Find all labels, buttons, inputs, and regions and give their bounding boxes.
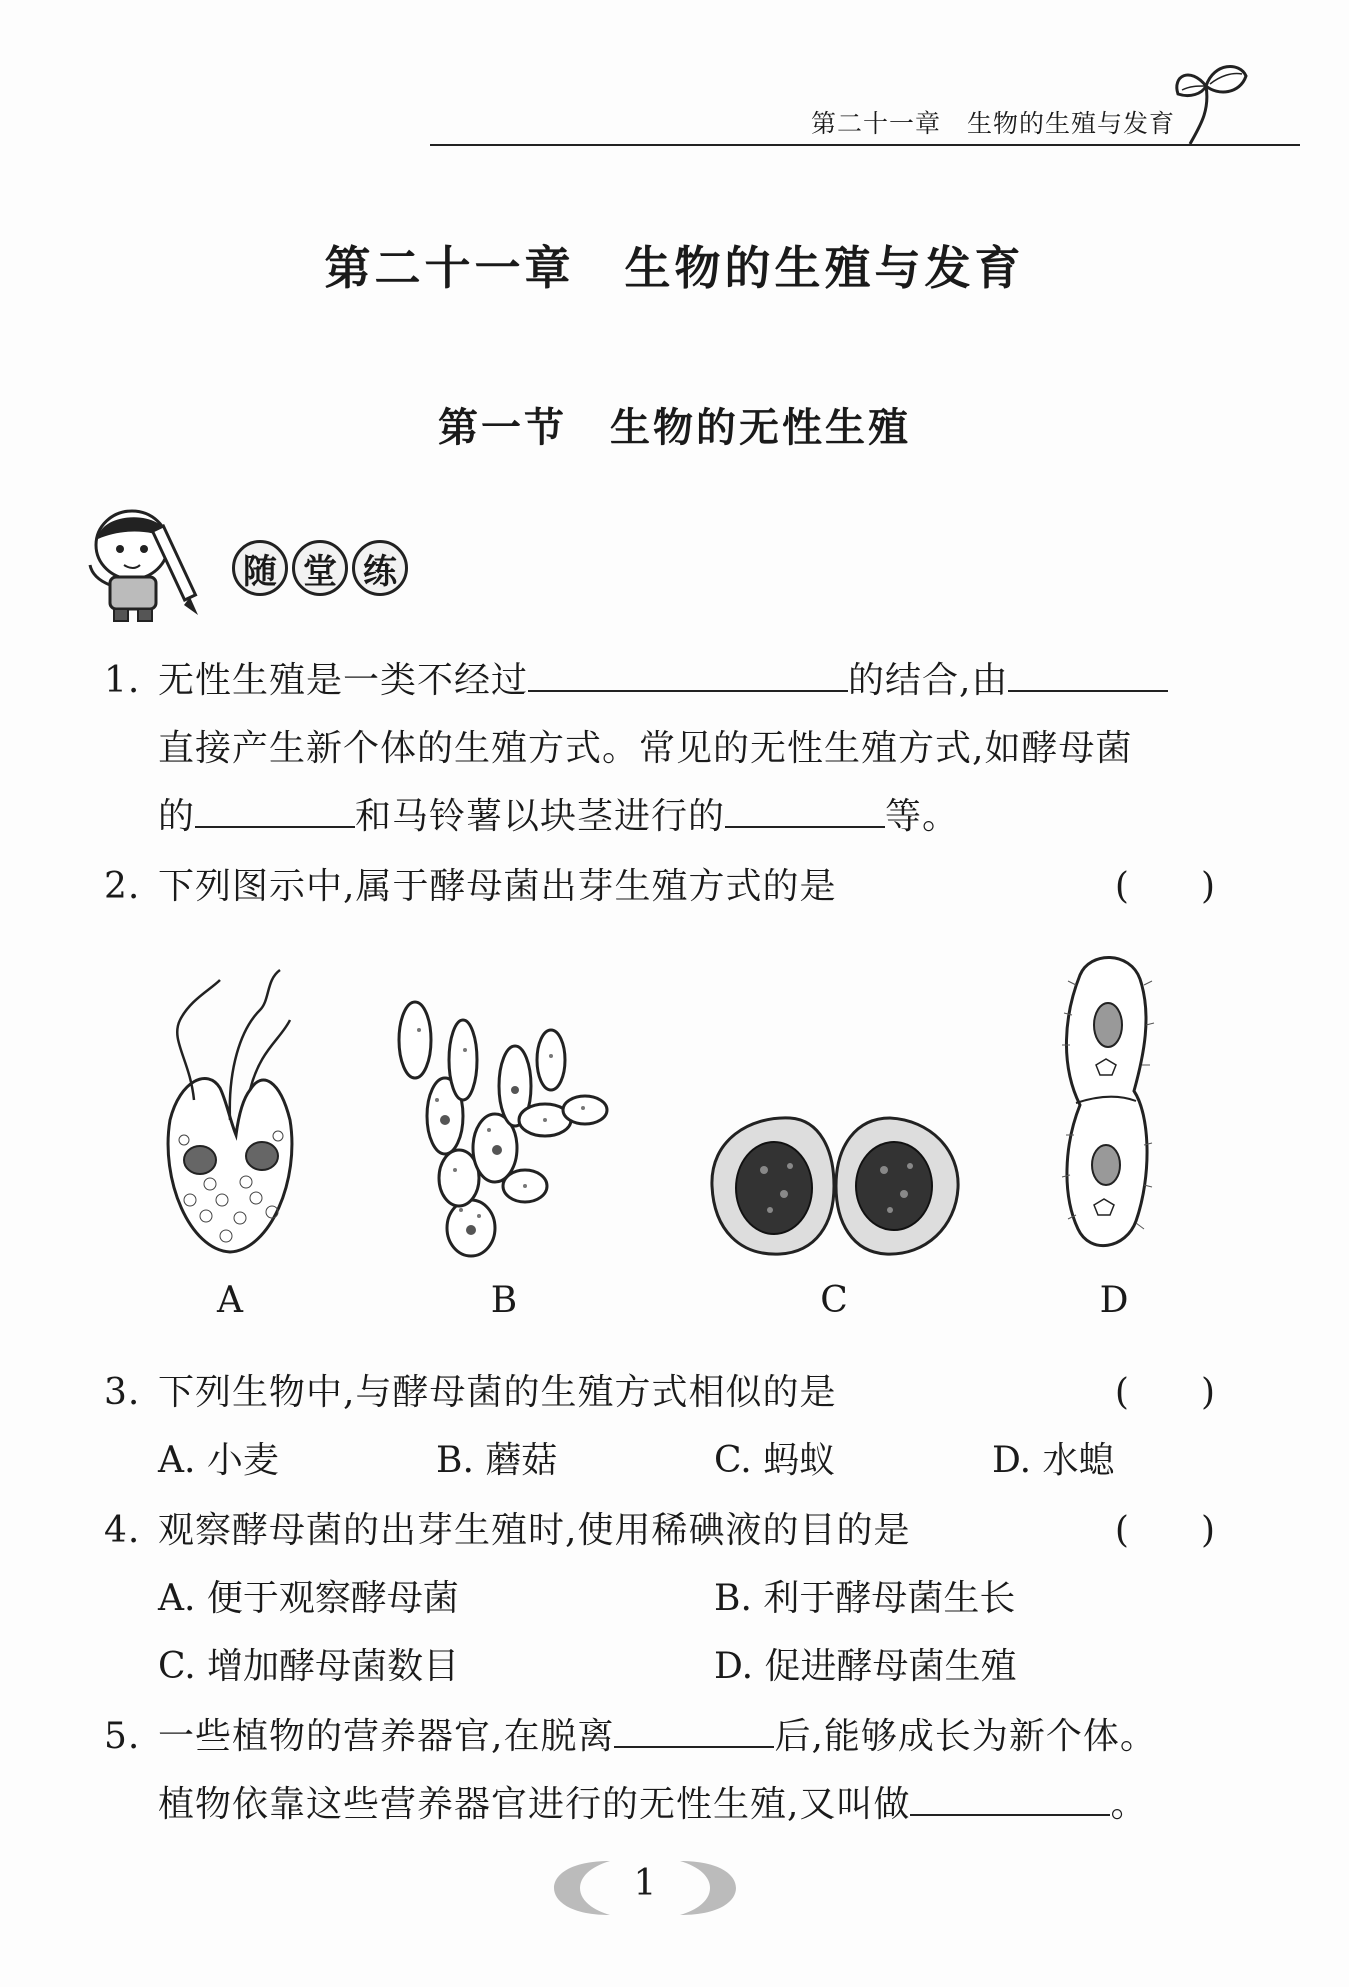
badge-tang: 堂 [292,540,348,596]
q3-answer-paren[interactable]: ( ) [1114,1372,1215,1413]
q5-text-part3: 。 [1110,1784,1148,1825]
figure-d-paramecium [1040,945,1170,1265]
practice-badges [232,540,408,596]
q1-text-part2: 的结合,由 [848,660,1009,701]
q4-option-b[interactable]: B. 利于酵母菌生长 [714,1578,1016,1619]
q1-text-part4: 和马铃薯以块茎进行的 [355,796,726,837]
q3-option-d[interactable]: D. 水螅 [992,1440,1115,1481]
q3-line [104,1364,836,1415]
q5-text-line2: 植物依靠这些营养器官进行的无性生殖,又叫做 [158,1784,911,1825]
q1-text-part1: 无性生殖是一类不经过 [158,660,529,701]
q3-option-c[interactable]: C. 蚂蚁 [714,1440,836,1481]
figure-label-d: D [1099,1280,1129,1321]
running-head-text: 第二十一章 生物的生殖与发育 [810,109,1175,138]
q5-text-part1: 一些植物的营养器官,在脱离 [158,1716,615,1757]
q4-option-c[interactable]: C. 增加酵母菌数目 [158,1646,460,1687]
q4-line [104,1502,910,1553]
figure-c-cell-division [700,1110,970,1260]
figure-label-c: C [820,1280,848,1321]
q5-blank-1[interactable] [614,1714,774,1748]
q1-number: 1. [104,660,141,701]
q1-line3 [158,788,959,839]
q1-blank-3[interactable] [195,794,355,828]
sprout-icon [1170,56,1250,146]
figure-label-b: B [490,1280,518,1321]
q2-line [104,858,836,909]
q5-line1 [104,1708,1157,1759]
badge-lian: 练 [352,540,408,596]
student-mascot-icon [80,505,210,625]
q1-blank-2[interactable] [1008,658,1168,692]
q4-option-d[interactable]: D. 促进酵母菌生殖 [714,1646,1017,1687]
q5-line2 [158,1776,1147,1827]
q1-line1 [104,652,1168,703]
q3-option-b[interactable]: B. 蘑菇 [436,1440,558,1481]
q4-answer-paren[interactable]: ( ) [1114,1510,1215,1551]
q1-text-part3: 的 [158,796,196,837]
section-title: 第一节 生物的无性生殖 [438,405,911,451]
q5-number: 5. [104,1716,141,1757]
q4-number: 4. [104,1510,141,1551]
q2-text: 下列图示中,属于酵母菌出芽生殖方式的是 [158,866,837,907]
q3-number: 3. [104,1372,141,1413]
q5-text-part2: 后,能够成长为新个体。 [774,1716,1157,1757]
q1-line2: 直接产生新个体的生殖方式。常见的无性生殖方式,如酵母菌 [158,728,1133,769]
q4-option-a[interactable]: A. 便于观察酵母菌 [158,1578,459,1619]
chapter-title: 第二十一章 生物的生殖与发育 [324,241,1025,295]
q1-text-part5: 等。 [885,796,960,837]
q5-blank-2[interactable] [910,1782,1110,1816]
q3-text: 下列生物中,与酵母菌的生殖方式相似的是 [158,1372,837,1413]
q1-blank-1[interactable] [528,658,848,692]
q2-answer-paren[interactable]: ( ) [1114,866,1215,907]
q3-option-a[interactable]: A. 小麦 [158,1440,279,1481]
q1-blank-4[interactable] [725,794,885,828]
q2-number: 2. [104,866,141,907]
figure-b-yeast [375,990,615,1260]
figure-a-hydra [150,960,310,1260]
badge-sui: 随 [232,540,288,596]
page-number-ornament [550,1855,740,1921]
q4-text: 观察酵母菌的出芽生殖时,使用稀碘液的目的是 [158,1510,911,1551]
page-number: 1 [633,1863,657,1904]
figure-label-a: A [217,1280,243,1321]
